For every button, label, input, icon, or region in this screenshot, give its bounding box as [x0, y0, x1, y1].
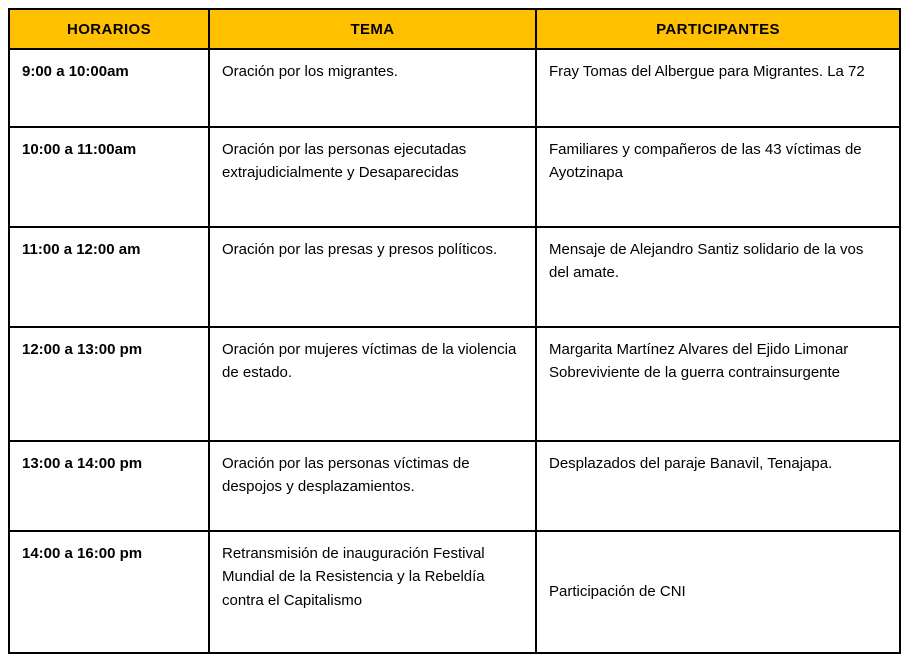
table-header-row: [9, 9, 900, 49]
column-header-tema: TEMA: [209, 9, 536, 49]
cell-horario: 9:00 a 10:00am: [9, 49, 209, 127]
table-row: [9, 441, 900, 531]
column-header-horarios: HORARIOS: [9, 9, 209, 49]
cell-horario: 14:00 a 16:00 pm: [9, 531, 209, 653]
cell-participantes: Desplazados del paraje Banavil, Tenajapa.: [536, 441, 900, 531]
column-header-participantes: PARTICIPANTES: [536, 9, 900, 49]
table-row: [9, 327, 900, 441]
cell-participantes: Familiares y compañeros de las 43 víctimas de Ayotzinapa: [536, 127, 900, 227]
cell-tema: Oración por los migrantes.: [209, 49, 536, 127]
cell-horario: 11:00 a 12:00 am: [9, 227, 209, 327]
cell-horario: 13:00 a 14:00 pm: [9, 441, 209, 531]
table-header: [9, 9, 900, 49]
table-row: [9, 227, 900, 327]
table-body: [9, 49, 900, 653]
cell-tema: Oración por mujeres víctimas de la violencia de estado.: [209, 327, 536, 441]
cell-tema: Oración por las personas ejecutadas extrajudicialmente y Desaparecidas: [209, 127, 536, 227]
table-row: [9, 531, 900, 653]
cell-tema: Retransmisión de inauguración Festival Mundial de la Resistencia y la Rebeldía contra el Capitalismo: [209, 531, 536, 653]
cell-tema: Oración por las presas y presos políticos.: [209, 227, 536, 327]
cell-participantes: Mensaje de Alejandro Santiz solidario de la vos del amate.: [536, 227, 900, 327]
cell-participantes: Participación de CNI: [536, 531, 900, 653]
table-row: [9, 127, 900, 227]
cell-participantes: Fray Tomas del Albergue para Migrantes. La 72: [536, 49, 900, 127]
table-row: [9, 49, 900, 127]
cell-participantes: Margarita Martínez Alvares del Ejido Limonar Sobreviviente de la guerra contrainsurgente: [536, 327, 900, 441]
schedule-table: [8, 8, 901, 654]
cell-horario: 12:00 a 13:00 pm: [9, 327, 209, 441]
cell-tema: Oración por las personas víctimas de despojos y desplazamientos.: [209, 441, 536, 531]
cell-horario: 10:00 a 11:00am: [9, 127, 209, 227]
